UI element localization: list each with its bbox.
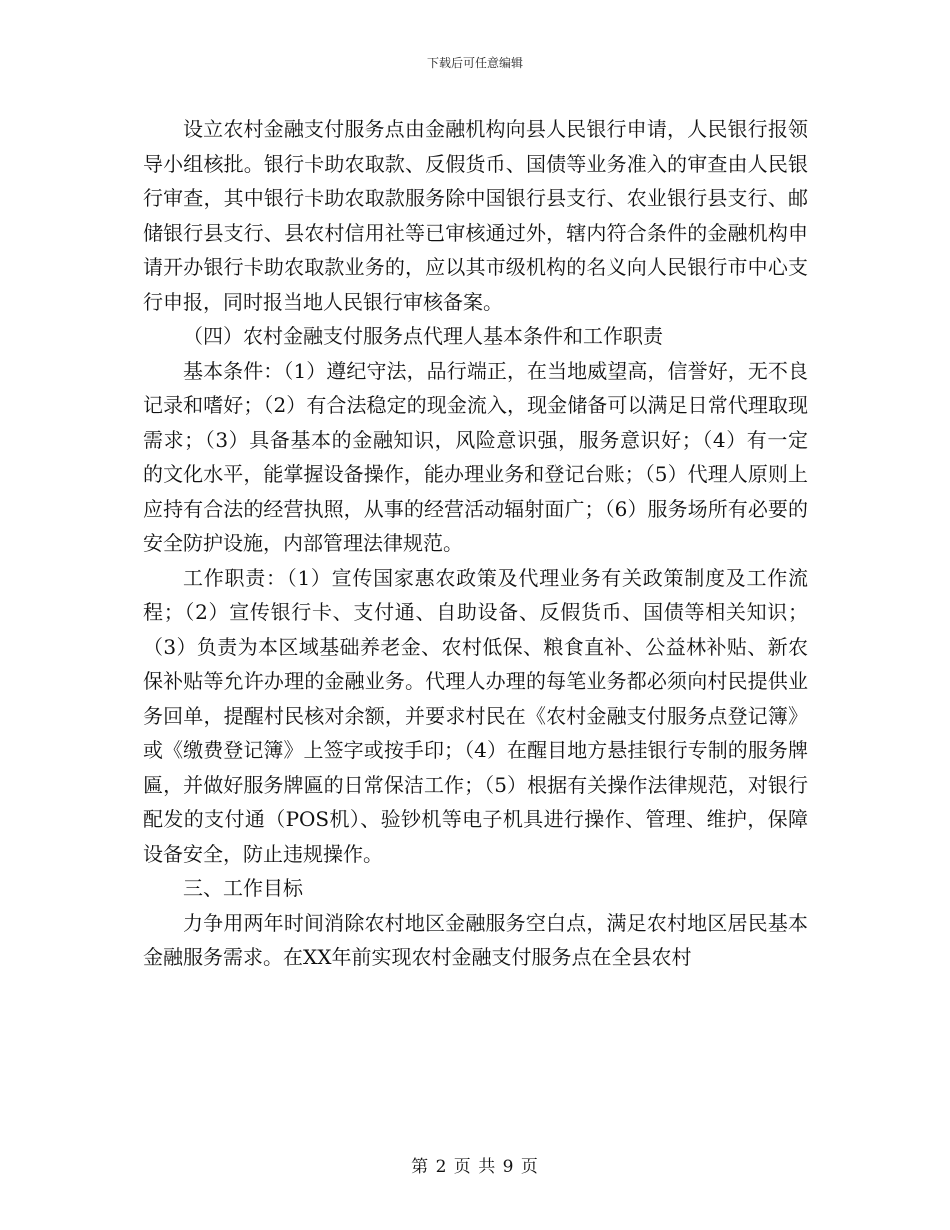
paragraph-application-procedure: 设立农村金融支付服务点由金融机构向县人民银行申请，人民银行报领导小组核批。银行卡助农取款、反假货币、国债等业务准入的审查由人民银行审查，其中银行卡助农取款服务除中国银行县支行、农业银行县支行、邮储银行县支行、县农村信用社等已审核通过外，辖内符合条件的金融机构申请开办银行卡助农取款业务的，应以其市级机构的名义向人民银行市中心支行申报，同时报当地人民银行审核备案。 [143,117,808,314]
section-heading-work-goals: 三、工作目标 [183,876,303,900]
paragraph-work-duties: 工作职责：（1）宣传国家惠农政策及代理业务有关政策制度及工作流程；（2）宣传银行卡、支付通、自助设备、反假货币、国债等相关知识；（3）负责为本区域基础养老金、农村低保、粮食直补、公益林补贴、新农保补贴等允许办理的金融业务。代理人办理的每笔业务都必须向村民提供业务回单，提醒村民核对余额，并要求村民在《农村金融支付服务点登记簿》或《缴费登记簿》上签字或按手印；（4）在醒目地方悬挂银行专制的服务牌匾，并做好服务牌匾的日常保洁工作；（5）根据有关操作法律规范，对银行配发的支付通（POS机）、验钞机等电子机具进行操作、管理、维护，保障设备安全，防止违规操作。 [143,565,808,866]
section-heading-agent-conditions: （四）农村金融支付服务点代理人基本条件和工作职责 [183,324,663,348]
paragraph-work-goals: 力争用两年时间消除农村地区金融服务空白点，满足农村地区居民基本金融服务需求。在XX年前实现农村金融支付服务点在全县农村 [143,910,808,969]
page-number-footer: 第 2 页 共 9 页 [411,1157,539,1177]
document-body [143,112,808,975]
page-header-note: 下载后可任意编辑 [426,56,523,70]
paragraph-basic-conditions: 基本条件：（1）遵纪守法，品行端正，在当地威望高，信誉好，无不良记录和嗜好；（2）有合法稳定的现金流入，现金储备可以满足日常代理取现需求；（3）具备基本的金融知识，风险意识强，服务意识好；（4）有一定的文化水平，能掌握设备操作，能办理业务和登记台账；（5）代理人原则上应持有合法的经营执照，从事的经营活动辐射面广；（6）服务场所有必要的安全防护设施，内部管理法律规范。 [143,358,808,555]
